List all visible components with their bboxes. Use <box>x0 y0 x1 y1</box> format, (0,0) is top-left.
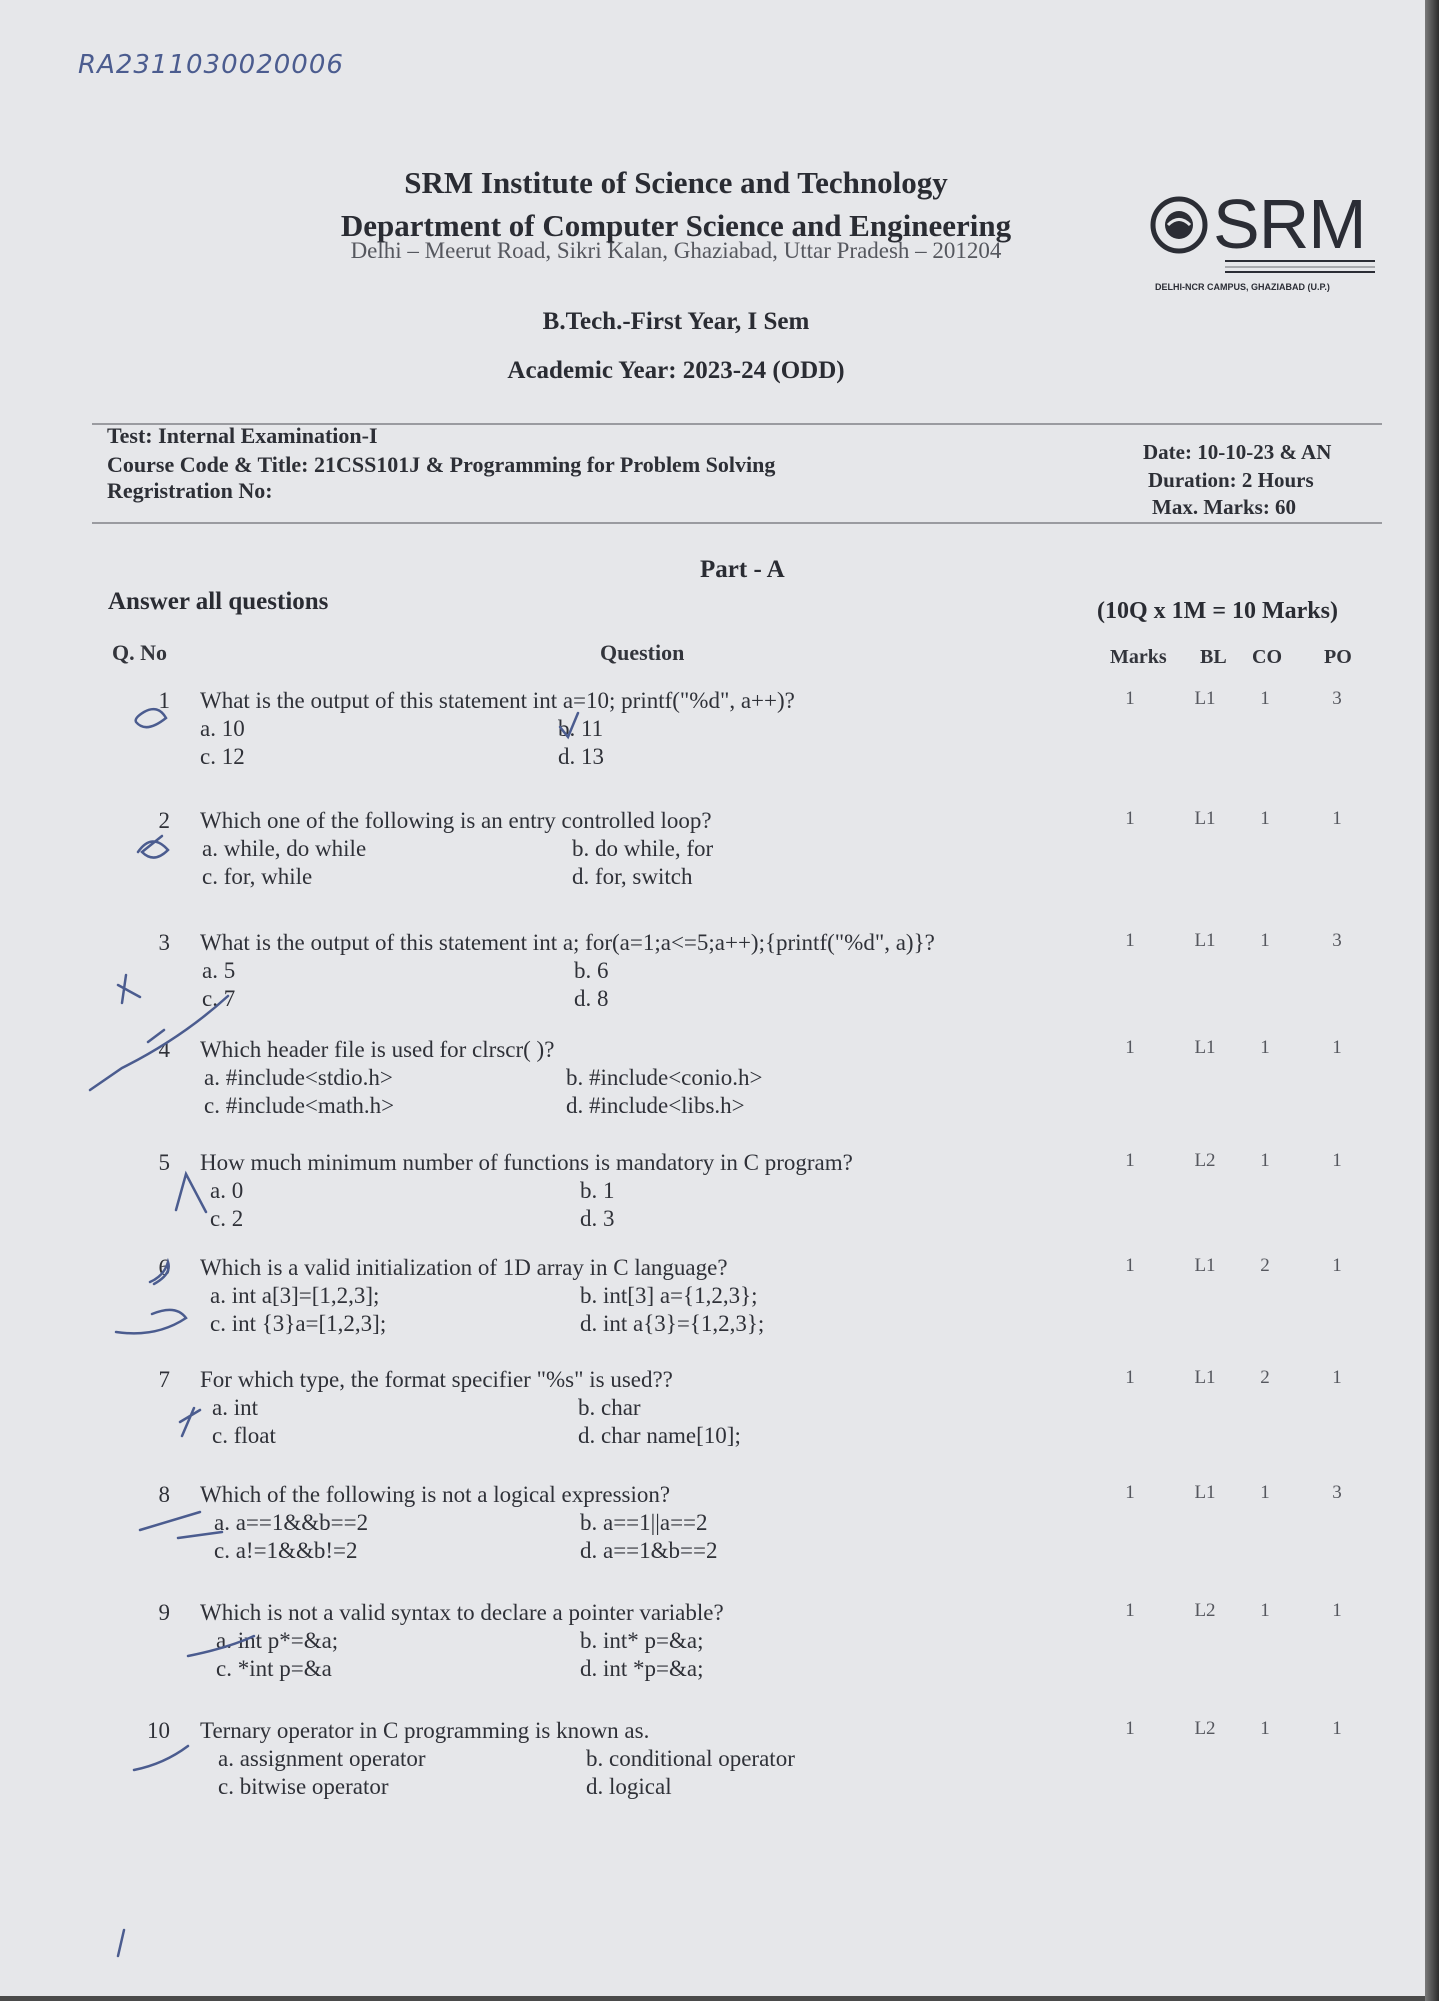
option-a: a. 5 <box>202 958 236 983</box>
question-row <box>0 1718 1432 1808</box>
institute-address: Delhi – Meerut Road, Sikri Kalan, Ghaziabad, Uttar Pradesh – 201204 <box>350 238 1002 263</box>
question-row <box>0 1037 1432 1127</box>
option-a: a. while, do while <box>202 836 367 861</box>
question-po: 3 <box>1332 1482 1342 1503</box>
question-number: 9 <box>158 1600 170 1625</box>
option-c: c. 2 <box>210 1206 244 1231</box>
page-shadow-edge <box>1425 0 1439 2001</box>
option-d: d. int *p=&a; <box>580 1656 704 1681</box>
question-co: 1 <box>1260 808 1270 829</box>
question-bloom-level: L1 <box>1194 1037 1216 1058</box>
question-po: 3 <box>1332 688 1342 709</box>
option-c: c. 7 <box>202 986 236 1011</box>
logo-campus-text: DELHI-NCR CAMPUS, GHAZIABAD (U.P.) <box>1155 282 1330 292</box>
option-d: d. logical <box>586 1774 672 1799</box>
option-d: d. int a{3}={1,2,3}; <box>580 1311 765 1336</box>
question-po: 1 <box>1332 1600 1342 1621</box>
option-b: b. 6 <box>574 958 609 983</box>
option-c: c. #include<math.h> <box>204 1093 395 1118</box>
column-header-marks: Marks <box>1110 646 1167 668</box>
question-co: 1 <box>1260 1718 1270 1739</box>
question-marks: 1 <box>1125 1482 1135 1503</box>
option-a: a. int a[3]=[1,2,3]; <box>210 1283 380 1308</box>
question-text: Which one of the following is an entry controlled loop? <box>200 808 712 833</box>
option-a: a. int p*=&a; <box>216 1628 339 1653</box>
question-row <box>0 1255 1432 1345</box>
question-number: 1 <box>158 688 170 713</box>
divider-bottom <box>92 522 1382 524</box>
question-text: Which header file is used for clrscr( )? <box>200 1037 555 1062</box>
question-row <box>0 688 1432 778</box>
program-title: B.Tech.-First Year, I Sem <box>542 308 810 335</box>
test-name: Test: Internal Examination-I <box>107 423 378 448</box>
question-co: 1 <box>1260 1150 1270 1171</box>
option-b: b. char <box>578 1395 641 1420</box>
column-header-bl: BL <box>1200 646 1227 668</box>
instruction-text: Answer all questions <box>108 588 329 615</box>
question-text: Which is not a valid syntax to declare a pointer variable? <box>200 1600 724 1625</box>
option-c: c. *int p=&a <box>216 1656 332 1681</box>
option-a: a. a==1&&b==2 <box>214 1510 369 1535</box>
question-row <box>0 1600 1432 1690</box>
marks-summary: (10Q x 1M = 10 Marks) <box>1097 598 1338 624</box>
question-co: 1 <box>1260 1482 1270 1503</box>
option-d: d. char name[10]; <box>578 1423 741 1448</box>
question-text: What is the output of this statement int a=10; printf("%d", a++)? <box>200 688 795 713</box>
question-bloom-level: L1 <box>1194 930 1216 951</box>
question-bloom-level: L1 <box>1194 688 1216 709</box>
question-row <box>0 930 1432 1020</box>
question-marks: 1 <box>1125 930 1135 951</box>
option-d: d. 8 <box>574 986 609 1011</box>
option-a: a. int <box>212 1395 258 1420</box>
question-bloom-level: L1 <box>1194 1367 1216 1388</box>
option-b: b. a==1||a==2 <box>580 1510 708 1535</box>
option-b: b. 1 <box>580 1178 615 1203</box>
question-number: 7 <box>158 1367 170 1392</box>
question-bloom-level: L1 <box>1194 808 1216 829</box>
option-b: b. int[3] a={1,2,3}; <box>580 1283 758 1308</box>
option-c: c. 12 <box>200 744 245 769</box>
question-marks: 1 <box>1125 688 1135 709</box>
option-b: b. 11 <box>558 716 604 741</box>
question-marks: 1 <box>1125 1718 1135 1739</box>
question-marks: 1 <box>1125 808 1135 829</box>
logo-rule-lines <box>1225 258 1375 274</box>
option-d: d. #include<libs.h> <box>566 1093 745 1118</box>
column-header-qno: Q. No <box>112 640 167 665</box>
handwritten-registration-number: RA2311030020006 <box>78 50 344 80</box>
question-number: 3 <box>158 930 170 955</box>
option-b: b. int* p=&a; <box>580 1628 704 1653</box>
question-text: Which is a valid initialization of 1D array in C language? <box>200 1255 728 1280</box>
question-bloom-level: L2 <box>1194 1600 1216 1621</box>
question-bloom-level: L2 <box>1194 1150 1216 1171</box>
column-header-co: CO <box>1252 646 1282 668</box>
question-po: 1 <box>1332 1150 1342 1171</box>
max-marks: Max. Marks: 60 <box>1152 495 1297 519</box>
question-po: 1 <box>1332 1718 1342 1739</box>
question-text: What is the output of this statement int a; for(a=1;a<=5;a++);{printf("%d", a)}? <box>200 930 935 955</box>
question-co: 2 <box>1260 1367 1270 1388</box>
option-a: a. #include<stdio.h> <box>204 1065 393 1090</box>
course-code-title: Course Code & Title: 21CSS101J & Programming for Problem Solving <box>107 452 776 477</box>
question-marks: 1 <box>1125 1367 1135 1388</box>
department-name: Department of Computer Science and Engineering <box>340 208 1012 243</box>
option-c: c. for, while <box>202 864 313 889</box>
part-title: Part - A <box>700 556 785 583</box>
question-number: 2 <box>158 808 170 833</box>
option-d: d. 13 <box>558 744 604 769</box>
option-d: d. 3 <box>580 1206 615 1231</box>
question-number: 4 <box>158 1037 170 1062</box>
question-text: For which type, the format specifier "%s" is used?? <box>200 1367 673 1392</box>
question-row <box>0 1150 1432 1240</box>
academic-year: Academic Year: 2023-24 (ODD) <box>507 357 845 384</box>
question-number: 8 <box>158 1482 170 1507</box>
question-co: 1 <box>1260 1600 1270 1621</box>
question-text: Which of the following is not a logical expression? <box>200 1482 671 1507</box>
question-co: 2 <box>1260 1255 1270 1276</box>
option-b: b. conditional operator <box>586 1746 795 1771</box>
question-number: 10 <box>147 1718 170 1743</box>
question-co: 1 <box>1260 1037 1270 1058</box>
registration-label: Regristration No: <box>107 478 273 503</box>
question-row <box>0 1367 1432 1457</box>
question-bloom-level: L1 <box>1194 1482 1216 1503</box>
option-a: a. 10 <box>200 716 245 741</box>
option-c: c. int {3}a=[1,2,3]; <box>210 1311 387 1336</box>
institute-name: SRM Institute of Science and Technology <box>404 165 948 200</box>
question-bloom-level: L1 <box>1194 1255 1216 1276</box>
question-marks: 1 <box>1125 1255 1135 1276</box>
question-po: 3 <box>1332 930 1342 951</box>
question-marks: 1 <box>1125 1037 1135 1058</box>
question-po: 1 <box>1332 808 1342 829</box>
option-a: a. assignment operator <box>218 1746 426 1771</box>
exam-duration: Duration: 2 Hours <box>1148 468 1314 492</box>
option-b: b. do while, for <box>572 836 714 861</box>
question-text: How much minimum number of functions is mandatory in C program? <box>200 1150 853 1175</box>
question-text: Ternary operator in C programming is known as. <box>200 1718 650 1743</box>
option-b: b. #include<conio.h> <box>566 1065 763 1090</box>
logo-brand-text: SRM <box>1213 185 1366 263</box>
column-header-po: PO <box>1324 646 1352 668</box>
question-co: 1 <box>1260 688 1270 709</box>
question-row <box>0 1482 1432 1572</box>
question-po: 1 <box>1332 1367 1342 1388</box>
srm-emblem-icon <box>1150 196 1208 254</box>
option-d: d. a==1&b==2 <box>580 1538 718 1563</box>
option-a: a. 0 <box>210 1178 244 1203</box>
question-marks: 1 <box>1125 1150 1135 1171</box>
question-po: 1 <box>1332 1255 1342 1276</box>
option-c: c. bitwise operator <box>218 1774 389 1799</box>
exam-date: Date: 10-10-23 & AN <box>1143 440 1332 464</box>
srm-logo <box>1145 185 1385 300</box>
question-marks: 1 <box>1125 1600 1135 1621</box>
question-po: 1 <box>1332 1037 1342 1058</box>
question-number: 6 <box>158 1255 170 1280</box>
option-d: d. for, switch <box>572 864 693 889</box>
question-number: 5 <box>158 1150 170 1175</box>
question-co: 1 <box>1260 930 1270 951</box>
option-c: c. float <box>212 1423 276 1448</box>
option-c: c. a!=1&&b!=2 <box>214 1538 358 1563</box>
question-bloom-level: L2 <box>1194 1718 1216 1739</box>
column-header-question: Question <box>600 640 685 665</box>
question-row <box>0 808 1432 898</box>
